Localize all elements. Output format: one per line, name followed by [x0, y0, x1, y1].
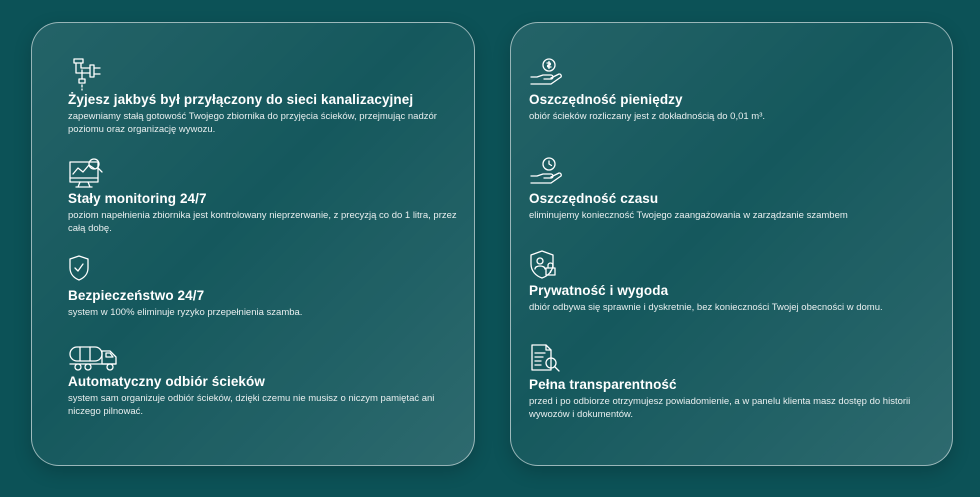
- feature-description: dbiór odbywa się sprawnie i dyskretnie, bez konieczności Twojej obecności w domu.: [529, 302, 883, 313]
- monitoring-chart-icon: [68, 156, 104, 190]
- hand-clock-icon: [529, 156, 565, 190]
- feature-title: Prywatność i wygoda: [529, 283, 669, 298]
- privacy-lock-icon: [529, 248, 565, 282]
- feature-save-money: [529, 57, 939, 123]
- document-search-icon: [529, 342, 565, 376]
- features-card-right: [510, 22, 953, 466]
- feature-title: Bezpieczeństwo 24/7: [68, 288, 205, 303]
- feature-description: system w 100% eliminuje ryzyko przepełnienia szamba.: [68, 307, 303, 318]
- tanker-truck-icon: [68, 339, 122, 373]
- feature-title: Oszczędność czasu: [529, 191, 659, 206]
- feature-title: Oszczędność pieniędzy: [529, 92, 683, 107]
- feature-description: poziom napełnienia zbiornika jest kontrolowany nieprzerwanie, z precyzją co do 1 litra, przez całą dobę.: [68, 210, 457, 234]
- features-card-left: [31, 22, 475, 466]
- feature-transparency: [529, 342, 939, 421]
- feature-title: Stały monitoring 24/7: [68, 191, 207, 206]
- feature-description: system sam organizuje odbiór ścieków, dzięki czemu nie musisz o niczym pamiętać ani niczego pilnować.: [68, 393, 435, 417]
- feature-description: zapewniamy stałą gotowość Twojego zbiornika do przyjęcia ścieków, przejmując nadzór poziomu oraz organizację wywozu.: [68, 111, 437, 135]
- feature-title: Pełna transparentność: [529, 377, 677, 392]
- feature-privacy: [529, 248, 939, 314]
- feature-title: Automatyczny odbiór ścieków: [68, 374, 265, 389]
- feature-description: obiór ścieków rozliczany jest z dokładnością do 0,01 m³.: [529, 111, 766, 122]
- feature-sewer-connection: [68, 57, 458, 136]
- feature-safety: [68, 253, 458, 319]
- feature-monitoring: [68, 156, 458, 235]
- feature-save-time: [529, 156, 939, 222]
- feature-automatic-pickup: [68, 339, 458, 418]
- hand-coin-icon: [529, 57, 565, 91]
- shield-check-icon: [68, 253, 104, 287]
- feature-description: eliminujemy konieczność Twojego zaangażowania w zarządzanie szambem: [529, 210, 848, 221]
- feature-description: przed i po odbiorze otrzymujesz powiadomienie, a w panelu klienta masz dostęp do historii wywozów i dokumentów.: [529, 396, 911, 420]
- pipe-icon: [68, 57, 104, 91]
- feature-title: Żyjesz jakbyś był przyłączony do sieci kanalizacyjnej: [68, 92, 414, 107]
